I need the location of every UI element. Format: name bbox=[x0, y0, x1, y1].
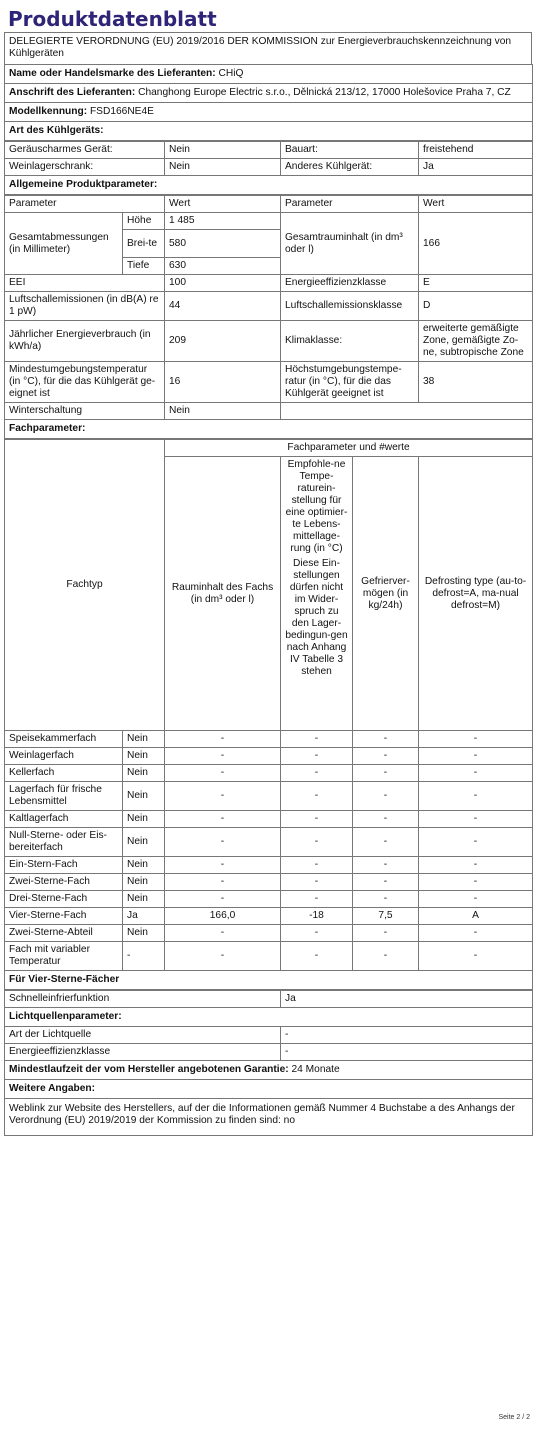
warranty-value: 24 Monate bbox=[291, 1064, 340, 1075]
dimensions-label: Gesamtabmessungen (in Millimeter) bbox=[5, 213, 123, 275]
compartment-temp: - bbox=[281, 891, 353, 908]
compartment-name: Zwei-Sterne-Fach bbox=[5, 874, 123, 891]
compartment-defrost: - bbox=[419, 811, 533, 828]
fast-freeze-label: Schnelleinfrierfunktion bbox=[5, 991, 281, 1008]
volume-label: Gesamtrauminhalt (in dm³ oder l) bbox=[281, 213, 419, 275]
depth-label: Tiefe bbox=[123, 258, 165, 275]
table-row bbox=[5, 874, 533, 891]
compartment-defrost: - bbox=[419, 748, 533, 765]
noise-value: 44 bbox=[165, 292, 281, 321]
compartment-present: Nein bbox=[123, 891, 165, 908]
further-row bbox=[5, 1099, 533, 1136]
compartment-volume: - bbox=[165, 748, 281, 765]
consumption-label: Jährlicher Energieverbrauch (in kWh/a) bbox=[5, 321, 165, 362]
compartment-present: Nein bbox=[123, 874, 165, 891]
appliance-label: Weinlagerschrank: bbox=[5, 159, 165, 176]
further-heading: Weitere Angaben: bbox=[5, 1080, 533, 1099]
compartments-table bbox=[4, 439, 533, 990]
model-label: Modellkennung: bbox=[9, 106, 88, 117]
compartment-defrost: - bbox=[419, 828, 533, 857]
max-temp-value: 38 bbox=[419, 362, 533, 403]
compartment-defrost: - bbox=[419, 925, 533, 942]
page-number: Seite 2 / 2 bbox=[498, 1414, 530, 1421]
further-value: no bbox=[283, 1115, 296, 1126]
supplier-address-value: Changhong Europe Electric s.r.o., Dělnická 213/12, 17000 Holešovice Praha 7, CZ bbox=[138, 87, 511, 98]
model-value: FSD166NE4E bbox=[89, 106, 154, 117]
four-star-heading: Für Vier-Sterne-Fächer bbox=[5, 971, 533, 990]
table-row bbox=[5, 908, 533, 925]
col-param: Parameter bbox=[5, 196, 165, 213]
table-row bbox=[5, 828, 533, 857]
compartment-present: Nein bbox=[123, 857, 165, 874]
compartment-name: Vier-Sterne-Fach bbox=[5, 908, 123, 925]
bottom-table bbox=[4, 990, 533, 1136]
compartment-volume: - bbox=[165, 857, 281, 874]
compartment-present: Nein bbox=[123, 731, 165, 748]
general-params-table bbox=[4, 195, 533, 439]
compartment-name: Kaltlagerfach bbox=[5, 811, 123, 828]
noise-label: Luftschallemissionen (in dB(A) re 1 pW) bbox=[5, 292, 165, 321]
climate-label: Klimaklasse: bbox=[281, 321, 419, 362]
supplier-table bbox=[4, 64, 533, 141]
warranty-label: Mindestlaufzeit der vom Hersteller angebotenen Garantie: bbox=[9, 1064, 289, 1075]
col-param: Parameter bbox=[281, 196, 419, 213]
compartment-defrost: A bbox=[419, 908, 533, 925]
compartment-freeze: - bbox=[353, 925, 419, 942]
compartment-volume: - bbox=[165, 891, 281, 908]
further-text: Weblink zur Website des Herstellers, auf der die Informationen gemäß Nummer 4 Buchstabe a des Anhangs der Verordnung (EU) 2019/2019 der Kommission zu finden sind: bbox=[9, 1103, 515, 1126]
eei-label: EEI bbox=[5, 275, 165, 292]
compartment-name: Lagerfach für frische Lebensmittel bbox=[5, 782, 123, 811]
appliance-value: freistehend bbox=[419, 142, 533, 159]
height-label: Höhe bbox=[123, 213, 165, 230]
winter-label: Winterschaltung bbox=[5, 403, 165, 420]
light-class-label: Energieeffizienzklasse bbox=[5, 1044, 281, 1061]
compartment-name: Kellerfach bbox=[5, 765, 123, 782]
compartment-volume: - bbox=[165, 782, 281, 811]
compartment-name: Drei-Sterne-Fach bbox=[5, 891, 123, 908]
compartment-present: Nein bbox=[123, 748, 165, 765]
col-temp-a: Empfohle-ne Tempe-raturein-stellung für eine optimier-te Lebens-mittellage-rung (in °C) bbox=[285, 459, 348, 554]
supplier-address-row bbox=[5, 84, 533, 103]
compartments-heading: Fachparameter: bbox=[5, 420, 533, 439]
model-row bbox=[5, 103, 533, 122]
appliance-value: Nein bbox=[165, 159, 281, 176]
supplier-name-value: CHiQ bbox=[218, 68, 244, 79]
light-heading: Lichtquellenparameter: bbox=[5, 1008, 533, 1027]
compartment-defrost: - bbox=[419, 731, 533, 748]
product-data-sheet bbox=[4, 4, 532, 1136]
eei-value: 100 bbox=[165, 275, 281, 292]
compartment-temp: - bbox=[281, 748, 353, 765]
compartment-volume: - bbox=[165, 942, 281, 971]
compartment-freeze: 7,5 bbox=[353, 908, 419, 925]
light-class-value: - bbox=[281, 1044, 533, 1061]
col-fachtyp: Fachtyp bbox=[5, 440, 165, 731]
compartment-volume: - bbox=[165, 731, 281, 748]
height-value: 1 485 bbox=[165, 213, 281, 230]
compartment-freeze: - bbox=[353, 731, 419, 748]
table-row bbox=[5, 731, 533, 748]
compartment-rows bbox=[5, 731, 533, 971]
compartment-freeze: - bbox=[353, 942, 419, 971]
compartment-name: Speisekammerfach bbox=[5, 731, 123, 748]
width-label: Brei-te bbox=[123, 230, 165, 258]
compartment-present: - bbox=[123, 942, 165, 971]
compartment-present: Ja bbox=[123, 908, 165, 925]
col-temp bbox=[281, 457, 353, 731]
compartment-temp: - bbox=[281, 828, 353, 857]
compartment-volume: - bbox=[165, 765, 281, 782]
compartment-volume: - bbox=[165, 811, 281, 828]
compartment-freeze: - bbox=[353, 874, 419, 891]
table-row bbox=[5, 811, 533, 828]
appliance-label: Bauart: bbox=[281, 142, 419, 159]
table-row bbox=[5, 942, 533, 971]
compartment-present: Nein bbox=[123, 811, 165, 828]
compartment-temp: - bbox=[281, 731, 353, 748]
col-defrost: Defrosting type (au-to-defrost=A, ma-nual defrost=M) bbox=[419, 457, 533, 731]
max-temp-label: Höchstumgebungstempe-ratur (in °C), für die das Kühlgerät geeignet ist bbox=[281, 362, 419, 403]
light-type-value: - bbox=[281, 1027, 533, 1044]
appliance-type-heading: Art des Kühlgeräts: bbox=[5, 122, 533, 141]
light-type-label: Art der Lichtquelle bbox=[5, 1027, 281, 1044]
compartment-volume: 166,0 bbox=[165, 908, 281, 925]
compartment-name: Zwei-Sterne-Abteil bbox=[5, 925, 123, 942]
compartment-present: Nein bbox=[123, 828, 165, 857]
compartment-defrost: - bbox=[419, 857, 533, 874]
compartment-name: Fach mit variabler Temperatur bbox=[5, 942, 123, 971]
col-value: Wert bbox=[419, 196, 533, 213]
compartment-freeze: - bbox=[353, 811, 419, 828]
col-temp-b: Diese Ein-stellungen dürfen nicht im Wider-spruch zu den Lager-bedingun-gen nach Anhang IV Tabelle 3 stehen bbox=[285, 558, 348, 677]
appliance-value: Ja bbox=[419, 159, 533, 176]
compartment-freeze: - bbox=[353, 828, 419, 857]
table-row bbox=[5, 891, 533, 908]
appliance-label: Geräuscharmes Gerät: bbox=[5, 142, 165, 159]
width-value: 580 bbox=[165, 230, 281, 258]
compartment-present: Nein bbox=[123, 925, 165, 942]
compartment-temp: - bbox=[281, 925, 353, 942]
consumption-value: 209 bbox=[165, 321, 281, 362]
compartment-freeze: - bbox=[353, 782, 419, 811]
appliance-row bbox=[5, 159, 533, 176]
compartment-volume: - bbox=[165, 874, 281, 891]
min-temp-value: 16 bbox=[165, 362, 281, 403]
compartment-temp: - bbox=[281, 811, 353, 828]
compartment-defrost: - bbox=[419, 891, 533, 908]
compartment-temp: - bbox=[281, 874, 353, 891]
col-freeze: Gefrierver-mögen (in kg/24h) bbox=[353, 457, 419, 731]
compartment-temp: - bbox=[281, 782, 353, 811]
compartment-volume: - bbox=[165, 925, 281, 942]
compartment-freeze: - bbox=[353, 765, 419, 782]
supplier-name-label: Name oder Handelsmarke des Lieferanten: bbox=[9, 68, 216, 79]
compartment-temp: -18 bbox=[281, 908, 353, 925]
general-heading: Allgemeine Produktparameter: bbox=[5, 176, 533, 195]
min-temp-label: Mindestumgebungstemperatur (in °C), für die das Kühlgerät ge-eignet ist bbox=[5, 362, 165, 403]
regulation-text: DELEGIERTE VERORDNUNG (EU) 2019/2016 DER KOMMISSION zur Energieverbrauchskennzeichnung von Kühlgeräten bbox=[4, 32, 532, 64]
appliance-label: Anderes Kühlgerät: bbox=[281, 159, 419, 176]
table-row bbox=[5, 765, 533, 782]
compartment-defrost: - bbox=[419, 765, 533, 782]
col-volume: Rauminhalt des Fachs (in dm³ oder l) bbox=[165, 457, 281, 731]
compartment-temp: - bbox=[281, 765, 353, 782]
energy-class-value: E bbox=[419, 275, 533, 292]
supplier-name-row bbox=[5, 65, 533, 84]
compartment-defrost: - bbox=[419, 782, 533, 811]
col-value: Wert bbox=[165, 196, 281, 213]
volume-value: 166 bbox=[419, 213, 533, 275]
table-row bbox=[5, 857, 533, 874]
appliance-value: Nein bbox=[165, 142, 281, 159]
noise-class-label: Luftschallemissionsklasse bbox=[281, 292, 419, 321]
compartment-freeze: - bbox=[353, 891, 419, 908]
empty-cell bbox=[281, 403, 533, 420]
table-row bbox=[5, 748, 533, 765]
compartment-present: Nein bbox=[123, 765, 165, 782]
col-group-header: Fachparameter und #werte bbox=[165, 440, 533, 457]
appliance-row bbox=[5, 142, 533, 159]
fast-freeze-value: Ja bbox=[281, 991, 533, 1008]
compartment-name: Null-Sterne- oder Eis-bereiterfach bbox=[5, 828, 123, 857]
noise-class-value: D bbox=[419, 292, 533, 321]
depth-value: 630 bbox=[165, 258, 281, 275]
compartment-defrost: - bbox=[419, 874, 533, 891]
compartment-name: Ein-Stern-Fach bbox=[5, 857, 123, 874]
supplier-address-label: Anschrift des Lieferanten: bbox=[9, 87, 136, 98]
compartment-defrost: - bbox=[419, 942, 533, 971]
compartment-temp: - bbox=[281, 942, 353, 971]
winter-value: Nein bbox=[165, 403, 281, 420]
energy-class-label: Energieeffizienzklasse bbox=[281, 275, 419, 292]
compartment-freeze: - bbox=[353, 748, 419, 765]
compartment-present: Nein bbox=[123, 782, 165, 811]
climate-value: erweiterte gemäßigte Zone, gemäßigte Zo-ne, subtropische Zone bbox=[419, 321, 533, 362]
compartment-name: Weinlagerfach bbox=[5, 748, 123, 765]
compartment-temp: - bbox=[281, 857, 353, 874]
appliance-type-table bbox=[4, 141, 533, 195]
compartment-freeze: - bbox=[353, 857, 419, 874]
page-title: Produktdatenblatt bbox=[8, 7, 217, 31]
table-row bbox=[5, 782, 533, 811]
table-row bbox=[5, 925, 533, 942]
warranty-row bbox=[5, 1061, 533, 1080]
compartment-volume: - bbox=[165, 828, 281, 857]
